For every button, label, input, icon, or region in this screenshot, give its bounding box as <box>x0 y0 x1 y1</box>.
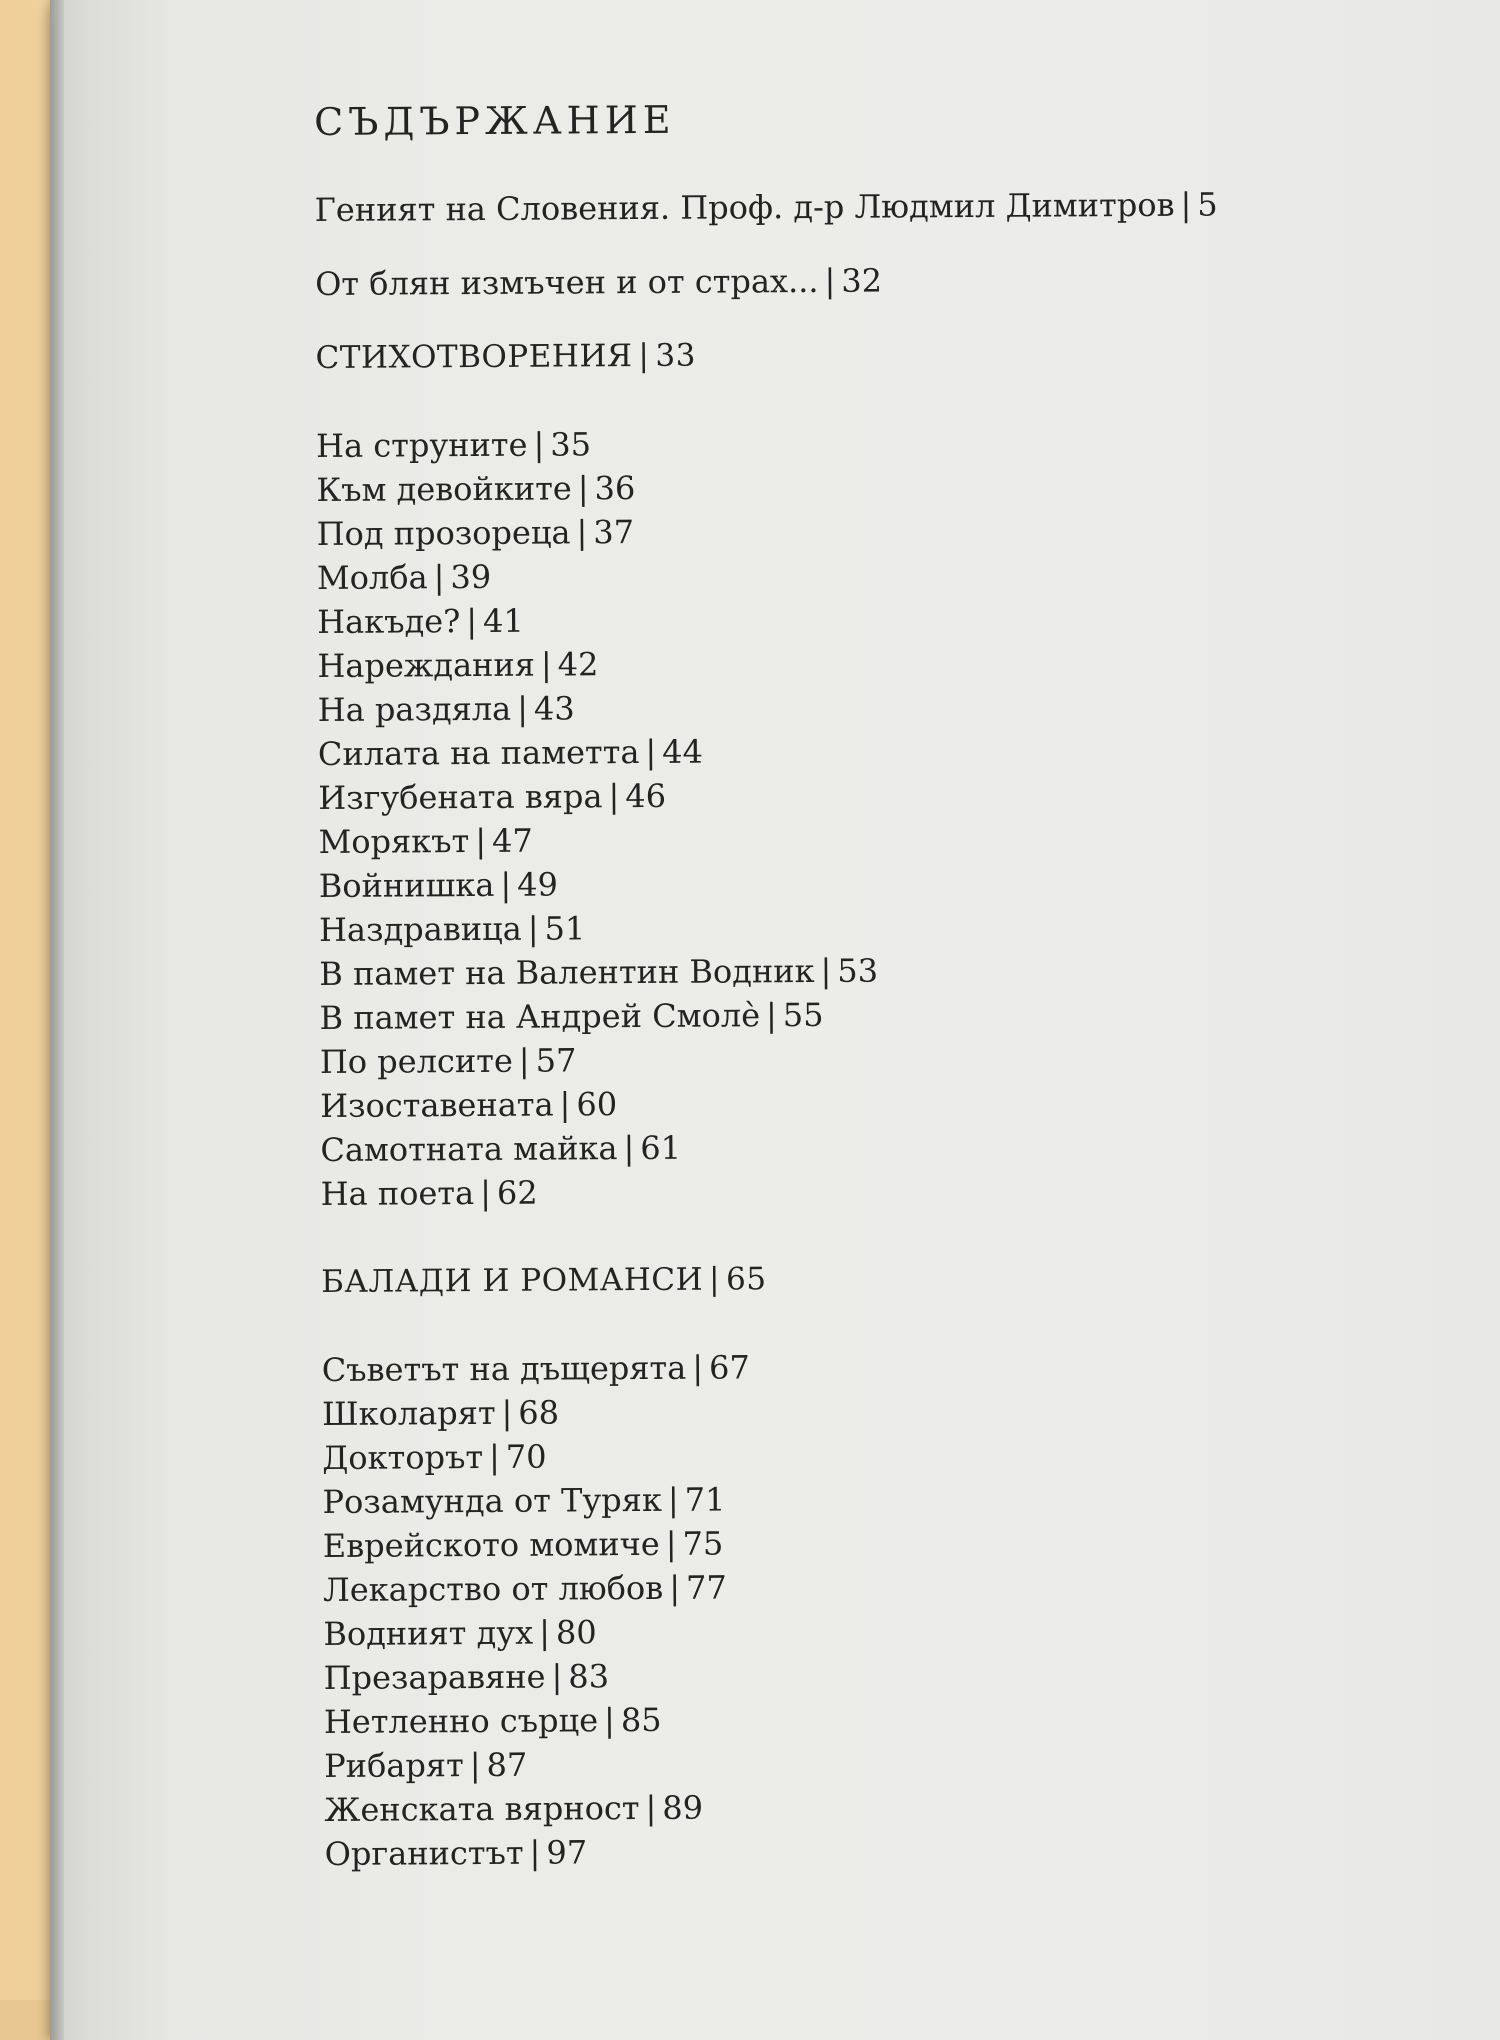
toc-entry: Войнишка | 49 <box>318 865 559 905</box>
toc-sections <box>315 330 1324 1876</box>
toc-entry: Школарят | 68 <box>321 1393 560 1433</box>
entry-label: Изгубената вяра <box>318 777 603 817</box>
entry-page: 89 <box>662 1788 704 1827</box>
toc-entry: Презаравяне | 83 <box>323 1657 610 1697</box>
page-fold-shadow <box>50 0 64 2040</box>
entry-label: В памет на Андрей Смолѐ <box>319 996 761 1037</box>
table-of-contents <box>314 94 1325 1876</box>
entry-label: Накъде? <box>317 602 461 641</box>
toc-entry: По релсите | 57 <box>319 1041 577 1081</box>
toc-entry: Нареждания | 42 <box>317 645 599 685</box>
entry-page: 80 <box>555 1613 597 1652</box>
entry-page: 62 <box>496 1173 538 1212</box>
toc-entry: В памет на Валентин Водник | 53 <box>319 951 879 993</box>
entry-page: 55 <box>782 995 824 1035</box>
entry-label: Под прозореца <box>316 513 571 553</box>
entry-label: Еврейското момиче <box>322 1524 660 1565</box>
entry-page: 49 <box>517 865 559 904</box>
toc-entry: Докторът | 70 <box>322 1437 547 1477</box>
entry-label: В памет на Валентин Водник <box>319 951 815 993</box>
entry-label: Войнишка <box>318 865 495 905</box>
entry-label: Органистът <box>324 1833 524 1873</box>
toc-entry: Изоставената | 60 <box>320 1085 618 1125</box>
entry-page: 46 <box>625 776 667 816</box>
entry-page: 5 <box>1197 185 1218 224</box>
entry-label: Морякът <box>318 822 470 861</box>
toc-entry: На поета | 62 <box>320 1173 538 1213</box>
entry-page: 53 <box>837 951 879 990</box>
toc-entry: Накъде? | 41 <box>317 601 524 641</box>
entry-page: 42 <box>557 645 599 684</box>
toc-entry: Геният на Словения. Проф. д-р Людмил Димитров | 5 <box>314 185 1218 229</box>
toc-entry: Еврейското момиче | 75 <box>322 1524 724 1565</box>
entry-label: На поета <box>320 1174 475 1213</box>
entry-label: Водният дух <box>323 1613 534 1653</box>
entry-label: От блян измъчен и от страх... <box>315 261 819 303</box>
entry-page: 61 <box>640 1128 682 1168</box>
entry-page: 51 <box>544 909 586 948</box>
toc-entry: Изгубената вяра | 46 <box>318 776 667 817</box>
entry-page: 35 <box>550 425 592 464</box>
section-page: 65 <box>725 1261 767 1298</box>
entry-page: 75 <box>682 1524 724 1563</box>
toc-entry: Съветът на дъщерята | 67 <box>321 1348 750 1389</box>
toc-entry: Към девойките | 36 <box>316 469 636 509</box>
toc-entry: Под прозореца | 37 <box>316 513 635 553</box>
entry-label: Нетленно сърце <box>323 1701 599 1741</box>
entry-page: 43 <box>533 689 575 728</box>
entry-page: 83 <box>568 1657 610 1696</box>
toc-entry: На раздяла | 43 <box>317 689 575 729</box>
entry-page: 71 <box>684 1480 726 1519</box>
toc-entry: Водният дух | 80 <box>323 1613 597 1653</box>
entry-page: 67 <box>708 1348 750 1387</box>
entry-label: Молба <box>316 558 428 597</box>
entry-label: Самотната майка <box>320 1129 618 1169</box>
entry-label: Наздравица <box>318 909 522 949</box>
entry-label: Лекарство от любов <box>322 1568 664 1609</box>
toc-title: СЪДЪРЖАНИЕ <box>314 97 676 144</box>
entry-page: 36 <box>594 469 636 508</box>
toc-entry: От блян измъчен и от страх... | 32 <box>315 261 883 303</box>
entry-page: 44 <box>662 732 704 771</box>
toc-entry: На струните | 35 <box>315 425 592 465</box>
entry-label: Рибарят <box>324 1746 464 1785</box>
entry-label: Женската вярност <box>324 1789 640 1829</box>
toc-entry: Нетленно сърце | 85 <box>323 1700 662 1741</box>
entry-page: 68 <box>518 1393 560 1432</box>
section-title: СТИХОТВОРЕНИЯ <box>315 338 633 376</box>
toc-entry: Молба | 39 <box>316 557 492 597</box>
entry-label: Презаравяне <box>323 1657 546 1697</box>
entry-page: 85 <box>620 1700 662 1740</box>
toc-entry: В памет на Андрей Смолѐ | 55 <box>319 995 824 1037</box>
entry-page: 57 <box>535 1041 577 1080</box>
section-title: БАЛАДИ И РОМАНСИ <box>321 1261 704 1300</box>
entry-page: 37 <box>593 513 635 552</box>
entry-page: 32 <box>841 261 883 300</box>
entry-page: 70 <box>505 1437 547 1476</box>
section-heading: БАЛАДИ И РОМАНСИ | 65 <box>321 1261 767 1300</box>
entry-label: На струните <box>315 425 528 465</box>
entry-page: 87 <box>486 1745 528 1784</box>
toc-entry: Розамунда от Туряк | 71 <box>322 1480 726 1521</box>
toc-entry: Силата на паметта | 44 <box>317 732 704 773</box>
toc-entry: Рибарят | 87 <box>324 1745 528 1785</box>
section-page: 33 <box>655 337 696 374</box>
entry-label: Съветът на дъщерята <box>321 1348 687 1389</box>
toc-entry: Морякът | 47 <box>318 821 533 861</box>
entry-label: Нареждания <box>317 645 536 685</box>
entry-label: Розамунда от Туряк <box>322 1480 662 1521</box>
section-heading: СТИХОТВОРЕНИЯ | 33 <box>315 337 696 376</box>
entry-label: Докторът <box>322 1437 484 1477</box>
toc-entry: Лекарство от любов | 77 <box>322 1568 727 1609</box>
entry-label: Силата на паметта <box>317 733 640 773</box>
toc-entry: Наздравица | 51 <box>318 909 586 949</box>
entry-label: На раздяла <box>317 689 512 729</box>
toc-entry: Самотната майка | 61 <box>320 1128 682 1169</box>
toc-entry: Женската вярност | 89 <box>324 1788 704 1829</box>
entry-label: Към девойките <box>316 469 572 509</box>
entry-page: 41 <box>482 601 524 640</box>
entry-page: 97 <box>546 1833 588 1872</box>
entry-label: Изоставената <box>320 1085 554 1125</box>
entry-label: Школарят <box>321 1393 496 1433</box>
entry-page: 47 <box>491 821 533 860</box>
entry-page: 60 <box>576 1085 618 1124</box>
entry-page: 39 <box>450 557 492 597</box>
toc-entry: Органистът | 97 <box>324 1833 588 1873</box>
entry-label: По релсите <box>319 1041 513 1081</box>
entry-page: 77 <box>685 1568 727 1607</box>
entry-label: Геният на Словения. Проф. д-р Людмил Димитров <box>314 185 1175 229</box>
